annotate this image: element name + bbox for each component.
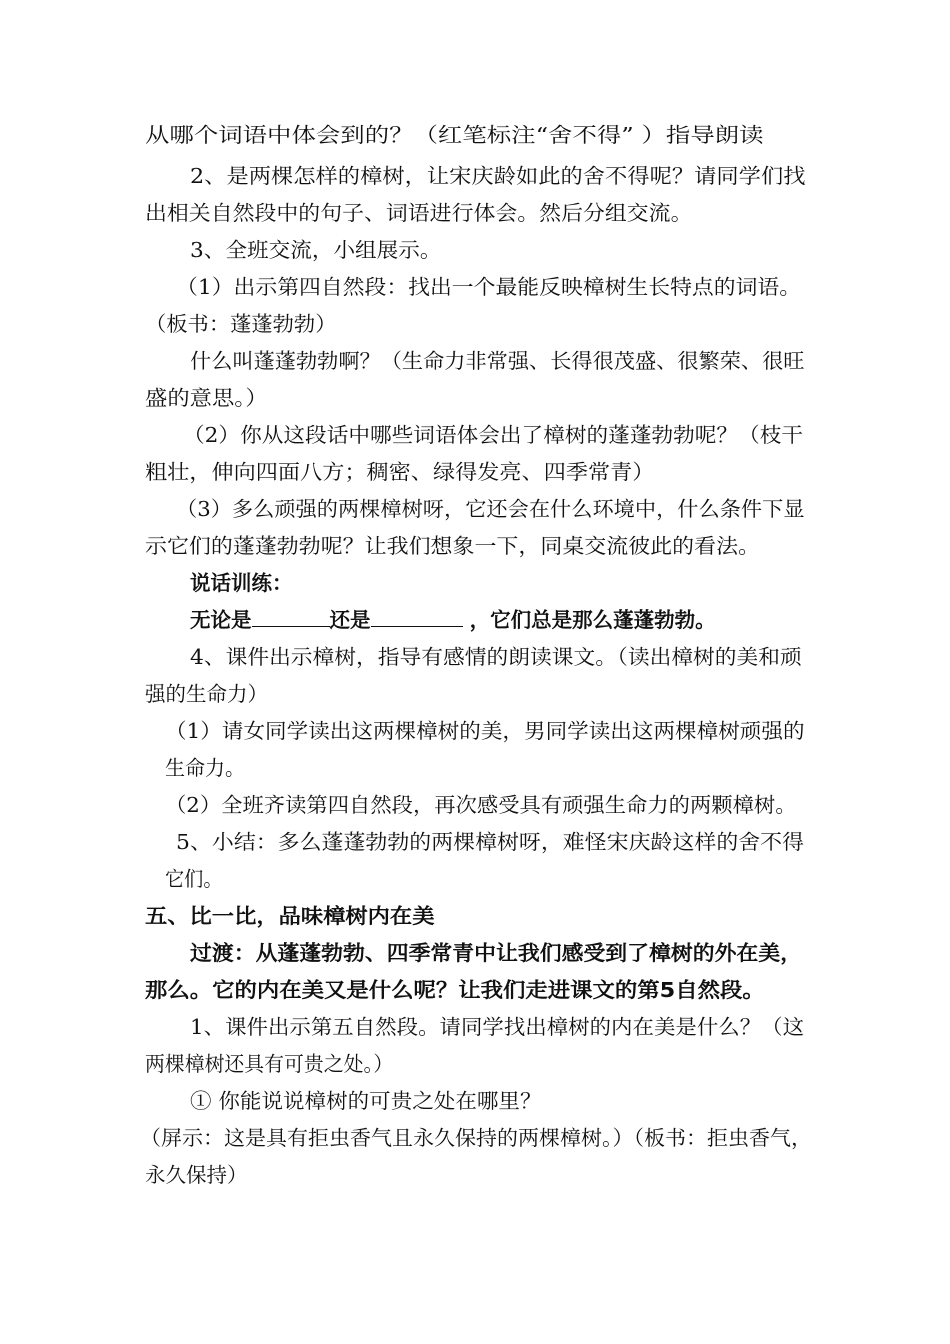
text-line: 3、全班交流，小组展示。 bbox=[190, 238, 442, 262]
text-line: （1）出示第四自然段：找出一个最能反映樟树生长特点的词语。 bbox=[176, 275, 802, 299]
text-line: 永久保持） bbox=[145, 1163, 248, 1187]
training-text: 无论是 bbox=[190, 608, 252, 632]
fill-blank bbox=[252, 608, 330, 627]
text-line: （屏示：这是具有拒虫香气且永久保持的两棵樟树。）（板书：拒虫香气， bbox=[140, 1126, 812, 1150]
speaking-training-sentence bbox=[190, 607, 716, 633]
text-line: ① 你能说说樟树的可贵之处在哪里？ bbox=[190, 1089, 542, 1113]
text-line: （3）多么顽强的两棵樟树呀，它还会在什么环境中，什么条件下显 bbox=[176, 497, 805, 521]
text-line: 盛的意思。） bbox=[145, 386, 268, 410]
text-line: 强的生命力） bbox=[145, 682, 268, 706]
speaking-training-title: 说话训练： bbox=[190, 571, 293, 595]
text-line: 那么。它的内在美又是什么呢？让我们走进课文的第5自然段。 bbox=[145, 978, 765, 1002]
text-line: 两棵樟树还具有可贵之处。） bbox=[145, 1052, 394, 1076]
training-text: ，它们总是那么蓬蓬勃勃。 bbox=[462, 608, 716, 632]
text-line: 5、小结：多么蓬蓬勃勃的两棵樟树呀，难怪宋庆龄这样的舍不得 bbox=[176, 830, 805, 854]
text-line: （板书：蓬蓬勃勃） bbox=[145, 312, 337, 336]
text-line: （2）你从这段话中哪些词语体会出了樟树的蓬蓬勃勃呢？（枝干 bbox=[183, 423, 804, 447]
text-line: 2、是两棵怎样的樟树，让宋庆龄如此的舍不得呢？请同学们找 bbox=[190, 164, 806, 188]
text-line: 什么叫蓬蓬勃勃啊？（生命力非常强、长得很茂盛、很繁荣、很旺 bbox=[190, 349, 805, 373]
text-line: 粗壮，伸向四面八方；稠密、绿得发亮、四季常青） bbox=[145, 460, 655, 484]
text-line: 出相关自然段中的句子、词语进行体会。然后分组交流。 bbox=[145, 201, 693, 225]
section-heading: 五、比一比，品味樟树内在美 bbox=[145, 904, 435, 928]
text-line: （2）全班齐读第四自然段，再次感受具有顽强生命力的两颗樟树。 bbox=[165, 793, 797, 817]
text-line: 生命力。 bbox=[165, 756, 245, 780]
text-line: 示它们的蓬蓬勃勃呢？让我们想象一下，同桌交流彼此的看法。 bbox=[145, 534, 760, 558]
text-line: 它们。 bbox=[165, 867, 223, 891]
training-text: 还是 bbox=[329, 608, 371, 632]
fill-blank bbox=[371, 608, 463, 627]
text-line: 过渡：从蓬蓬勃勃、四季常青中让我们感受到了樟树的外在美， bbox=[190, 941, 802, 965]
text-line: 4、课件出示樟树，指导有感情的朗读课文。（读出樟树的美和顽 bbox=[190, 645, 802, 669]
text-line: 1、课件出示第五自然段。请同学找出樟树的内在美是什么？（这 bbox=[190, 1015, 805, 1039]
text-line: 从哪个词语中体会到的？（红笔标注“舍不得” ）指导朗读 bbox=[145, 123, 764, 147]
text-line: （1）请女同学读出这两棵樟树的美，男同学读出这两棵樟树顽强的 bbox=[165, 719, 805, 743]
